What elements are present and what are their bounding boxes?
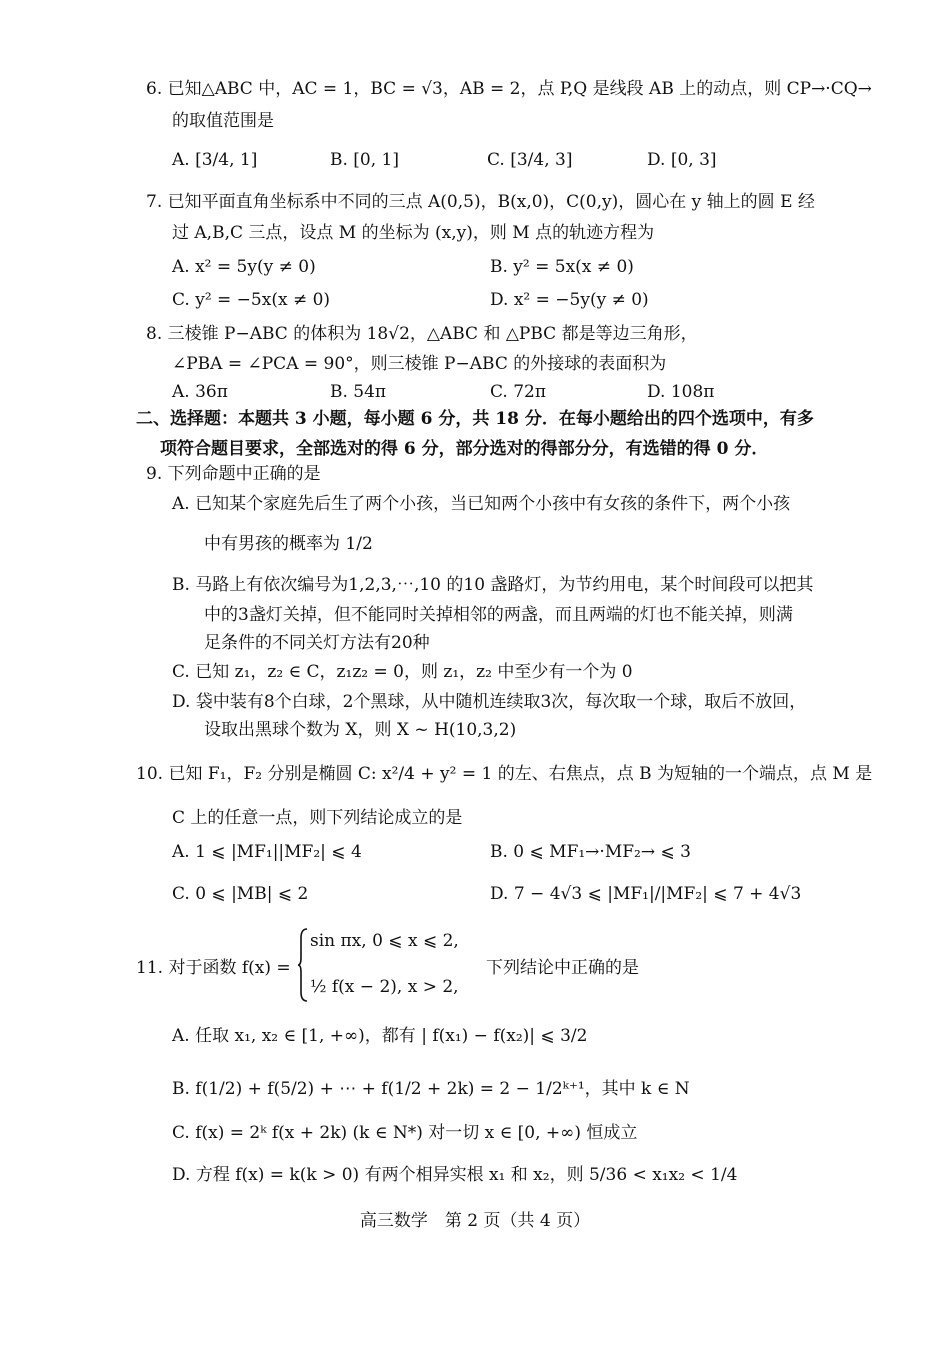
q9-option-b-line1: B. 马路上有依次编号为1,2,3,⋯,10 的10 盏路灯，为节约用电，某个时间段可以把其 [172, 575, 814, 595]
q6-line2: 的取值范围是 [172, 111, 274, 131]
page-footer: 高三数学 第 2 页（共 4 页） [359, 1211, 591, 1231]
q8-line1: 8. 三棱锥 P−ABC 的体积为 18√2，△ABC 和 △PBC 都是等边三角形， [146, 324, 698, 344]
q7-option-c: C. y² = −5x(x ≠ 0) [172, 290, 331, 310]
section2-line1: 二、选择题：本题共 3 小题，每小题 6 分，共 18 分．在每小题给出的四个选项中，有多 [136, 409, 814, 429]
q11-option-a: A. 任取 x₁, x₂ ∈ [1, +∞)，都有 | f(x₁) − f(x₂)| ⩽ 3/2 [172, 1026, 588, 1046]
q11-case2: ½ f(x − 2), x > 2, [310, 977, 459, 997]
q9-option-a-line2: 中有男孩的概率为 1/2 [204, 534, 373, 554]
piecewise-brace [298, 928, 308, 1002]
q6-option-d: D. [0, 3] [647, 150, 717, 170]
q10-option-b: B. 0 ⩽ MF₁→·MF₂→ ⩽ 3 [490, 842, 691, 862]
q11-option-b: B. f(1/2) + f(5/2) + ⋯ + f(1/2 + 2k) = 2 − 1/2ᵏ⁺¹，其中 k ∈ N [172, 1079, 690, 1099]
q8-option-c: C. 72π [490, 382, 547, 402]
q6-option-b: B. [0, 1] [330, 150, 400, 170]
q9-option-d-line1: D. 袋中装有8个白球，2个黑球，从中随机连续取3次，每次取一个球，取后不放回， [172, 692, 807, 712]
q10-option-a: A. 1 ⩽ |MF₁||MF₂| ⩽ 4 [172, 842, 362, 862]
q9-option-a-line1: A. 已知某个家庭先后生了两个小孩，当已知两个小孩中有女孩的条件下，两个小孩 [172, 494, 791, 514]
q11-case1: sin πx, 0 ⩽ x ⩽ 2, [310, 931, 459, 951]
q9-option-d-line2: 设取出黑球个数为 X，则 X ~ H(10,3,2) [204, 720, 517, 740]
q6-option-a: A. [3/4, 1] [172, 150, 258, 170]
section2-line2: 项符合题目要求，全部选对的得 6 分，部分选对的得部分分，有选错的得 0 分． [160, 439, 769, 459]
q8-line2: ∠PBA = ∠PCA = 90°，则三棱锥 P−ABC 的外接球的表面积为 [172, 354, 667, 374]
q10-option-d: D. 7 − 4√3 ⩽ |MF₁|/|MF₂| ⩽ 7 + 4√3 [490, 884, 802, 904]
q9-option-c: C. 已知 z₁，z₂ ∈ C，z₁z₂ = 0，则 z₁，z₂ 中至少有一个为 0 [172, 662, 633, 682]
q8-option-d: D. 108π [647, 382, 715, 402]
q11-stem-post: 下列结论中正确的是 [486, 958, 639, 978]
q7-line1: 7. 已知平面直角坐标系中不同的三点 A(0,5)，B(x,0)，C(0,y)，圆心在 y 轴上的圆 E 经 [146, 192, 815, 212]
q11-stem-pre: 11. 对于函数 f(x) = [136, 958, 291, 978]
q9-option-b-line3: 足条件的不同关灯方法有20种 [204, 633, 430, 653]
q9-stem: 9. 下列命题中正确的是 [146, 464, 321, 484]
q8-option-b: B. 54π [330, 382, 387, 402]
q10-option-c: C. 0 ⩽ |MB| ⩽ 2 [172, 884, 309, 904]
q10-line1: 10. 已知 F₁，F₂ 分别是椭圆 C: x²/4 + y² = 1 的左、右焦点，点 B 为短轴的一个端点，点 M 是 [136, 764, 873, 784]
q7-option-d: D. x² = −5y(y ≠ 0) [490, 290, 649, 310]
q7-line2: 过 A,B,C 三点，设点 M 的坐标为 (x,y)，则 M 点的轨迹方程为 [172, 223, 655, 243]
q8-option-a: A. 36π [172, 382, 228, 402]
q10-line2: C 上的任意一点，则下列结论成立的是 [172, 808, 463, 828]
q7-option-a: A. x² = 5y(y ≠ 0) [172, 257, 316, 277]
q7-option-b: B. y² = 5x(x ≠ 0) [490, 257, 634, 277]
q11-option-c: C. f(x) = 2ᵏ f(x + 2k) (k ∈ N*) 对一切 x ∈ [0, +∞) 恒成立 [172, 1123, 638, 1143]
q6-option-c: C. [3/4, 3] [487, 150, 573, 170]
q9-option-b-line2: 中的3盏灯关掉，但不能同时关掉相邻的两盏，而且两端的灯也不能关掉，则满 [204, 605, 793, 625]
q6-line1: 6. 已知△ABC 中，AC = 1，BC = √3，AB = 2，点 P,Q 是线段 AB 上的动点，则 CP→·CQ→ [146, 79, 872, 99]
q11-option-d: D. 方程 f(x) = k(k > 0) 有两个相异实根 x₁ 和 x₂，则 5/36 < x₁x₂ < 1/4 [172, 1165, 738, 1185]
